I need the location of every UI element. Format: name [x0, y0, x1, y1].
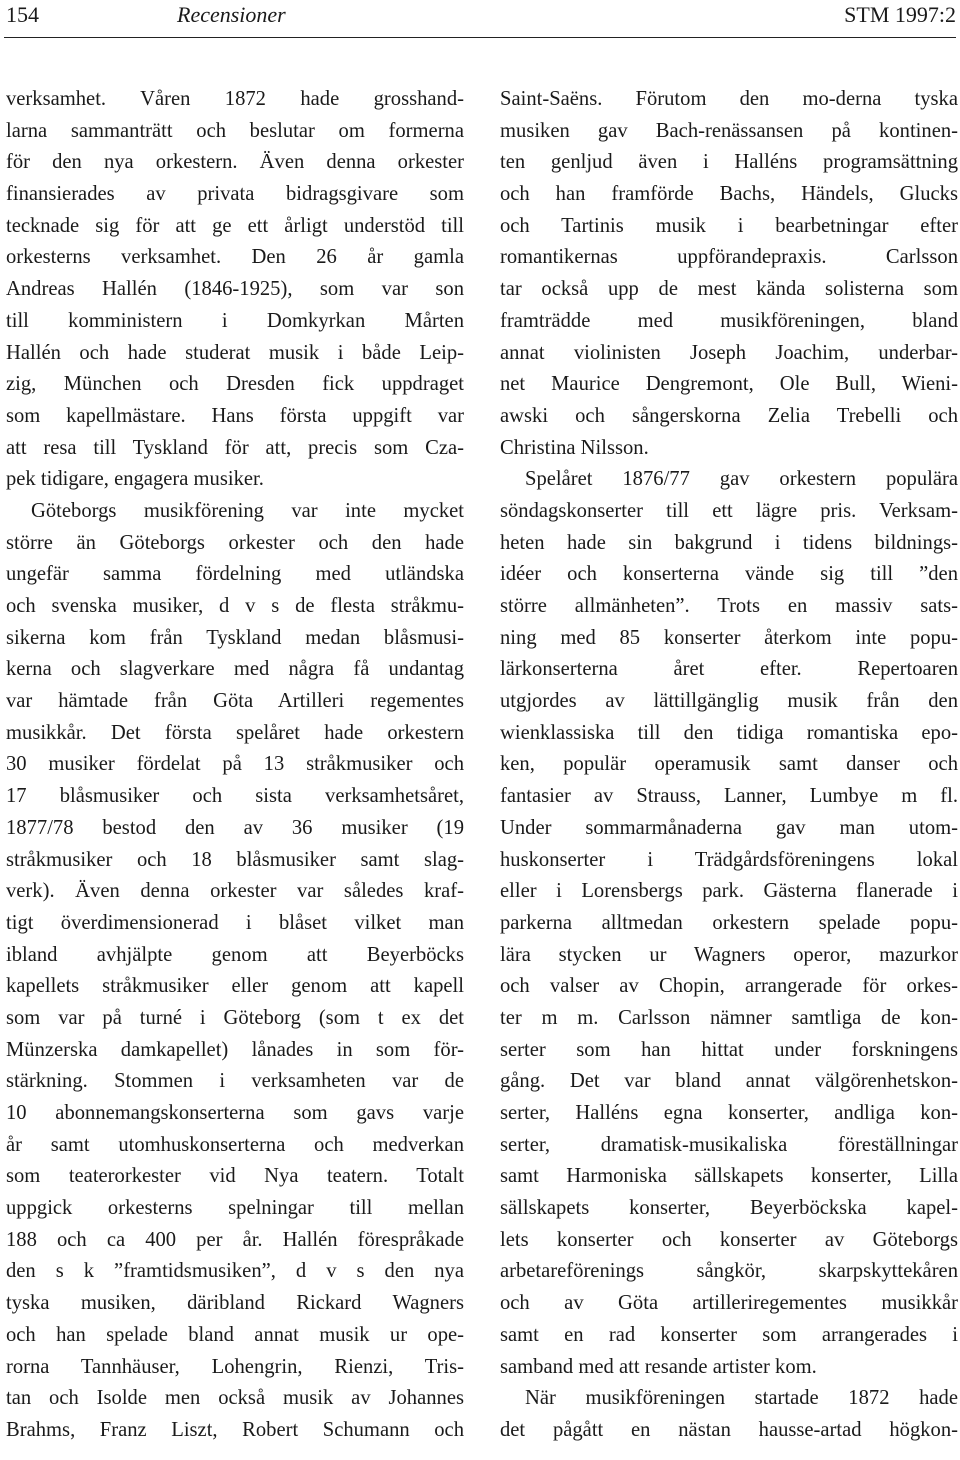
text-line: Brahms, Franz Liszt, Robert Schumann och — [6, 1418, 464, 1441]
text-line: orkesterns verksamhet. Den 26 år gamla — [6, 246, 464, 269]
text-line: arbetareförenings sångkör, skarpskyttekåren — [500, 1260, 958, 1283]
text-line: tigt överdimensionerad i blåset vilket man — [6, 911, 464, 934]
left-text-column — [6, 84, 464, 1447]
text-line: utgjordes av lättillgänglig musik från den — [500, 690, 958, 713]
text-line: 10 abonnemangskonserterna som gavs varje — [6, 1102, 464, 1124]
text-line: rorna Tannhäuser, Lohengrin, Rienzi, Tris- — [6, 1355, 464, 1378]
text-line: ibland avhjälpte genom att Beyerböcks — [6, 943, 464, 966]
text-line: När musikföreningen startade 1872 hade — [525, 1387, 958, 1410]
text-line: stärkning. Stommen i verksamheten var de — [6, 1070, 464, 1093]
text-line: söndagskonserter till ett lägre pris. Verksam- — [500, 499, 958, 522]
text-line: och han framförde Bachs, Händels, Glucks — [500, 183, 958, 206]
text-line: pek tidigare, engagera musiker. — [6, 468, 264, 491]
text-line: samt Harmoniska sällskapets konserter, Lilla — [500, 1165, 958, 1188]
text-line: Andreas Hallén (1846-1925), som var son — [6, 278, 464, 301]
text-line: Hallén och hade studerat musik i både Leip- — [6, 341, 464, 364]
text-line: kapellets stråkmusiker eller genom att kapell — [6, 975, 464, 998]
text-line: Göteborgs musikförening var inte mycket — [31, 499, 464, 522]
text-line: awski och sångerskorna Zelia Trebelli och — [500, 404, 958, 427]
text-line: eller i Lorensbergs park. Gästerna flanerade i — [500, 880, 958, 903]
text-line: huskonserter i Trädgårdsföreningens lokal — [500, 848, 958, 871]
text-line: ning med 85 konserter återkom inte popu- — [500, 626, 958, 649]
text-line: år samt utomhuskonserterna och medverkan — [6, 1133, 464, 1156]
text-line: att resa till Tyskland för att, precis som Cza- — [6, 436, 464, 459]
text-line: romantikernas uppförandepraxis. Carlsson — [500, 246, 958, 269]
text-line: musiken gav Bach-renässansen på kontinen- — [500, 119, 958, 142]
text-line: idéer och konserterna vände sig till ”den — [500, 563, 958, 586]
text-line: verksamhet. Våren 1872 hade grosshand- — [6, 88, 464, 110]
text-line: lets konserter och konserter av Göteborgs — [500, 1228, 958, 1251]
text-line: uppgick orkesterns spelningar till mellan — [6, 1197, 464, 1220]
text-line: musikkår. Det första spelåret hade orkestern — [6, 721, 464, 744]
text-line: samt en rad konserter som arrangerades i — [500, 1323, 958, 1346]
text-line: som teaterorkester vid Nya teatern. Totalt — [6, 1165, 464, 1188]
text-line: ter m m. Carlsson nämner samtliga de kon- — [500, 1006, 958, 1029]
text-line: verk). Även denna orkester var således kraf- — [6, 880, 464, 903]
text-line: den s k ”framtidsmusiken”, d v s den nya — [6, 1260, 464, 1283]
text-line: tecknade sig för att ge ett årligt understöd till — [6, 214, 464, 237]
text-line: och Tartinis musik i bearbetningar efter — [500, 214, 958, 237]
text-line: 30 musiker fördelat på 13 stråkmusiker och — [6, 753, 464, 776]
text-line: 17 blåsmusiker och sista verksamhetsåret, — [6, 785, 464, 808]
text-line: och av Göta artilleriregementes musikkår — [500, 1292, 958, 1315]
journal-issue: STM 1997:2 — [844, 2, 956, 27]
text-line: sikerna kom från Tyskland medan blåsmusi- — [6, 626, 464, 649]
text-line: gång. Det var bland annat välgörenhetskon- — [500, 1070, 958, 1093]
text-line: net Maurice Dengremont, Ole Bull, Wieni- — [500, 373, 958, 396]
text-line: annat violinisten Joseph Joachim, underbar- — [500, 341, 958, 364]
text-line: kerna och slagverkare med några få undantag — [6, 658, 464, 681]
text-line: zig, München och Dresden fick uppdraget — [6, 373, 464, 396]
text-line: lärkonserterna året efter. Repertoaren — [500, 658, 958, 681]
text-line: fantasier av Strauss, Lanner, Lumbye m fl. — [500, 785, 958, 808]
text-line: serter, Halléns egna konserter, andliga kon- — [500, 1102, 958, 1124]
text-line: för den nya orkestern. Även denna orkester — [6, 151, 464, 174]
text-line: större allmänheten”. Trots en massiv sats- — [500, 595, 958, 617]
text-line: serter, dramatisk-musikaliska föreställningar — [500, 1133, 958, 1156]
text-line: ungefär samma fördelning med utländska — [6, 563, 464, 586]
text-line: Spelåret 1876/77 gav orkestern populära — [525, 468, 958, 491]
text-line: 188 och ca 400 per år. Hallén förespråkade — [6, 1228, 464, 1251]
text-line: Christina Nilsson. — [500, 436, 649, 459]
text-line: och han spelade bland annat musik ur ope- — [6, 1323, 464, 1346]
text-line: sällskapets konserter, Beyerböckska kapel- — [500, 1197, 958, 1220]
text-line: tan och Isolde men också musik av Johannes — [6, 1387, 464, 1410]
text-line: ken, populär operamusik samt danser och — [500, 753, 958, 776]
text-line: Under sommarmånaderna gav man utom- — [500, 816, 958, 839]
text-line: och valser av Chopin, arrangerade för orkes- — [500, 975, 958, 998]
text-line: till komministern i Domkyrkan Mårten — [6, 309, 464, 332]
text-line: heten hade sin bakgrund i tidens bildnings- — [500, 531, 958, 554]
text-line: wienklassiska till den tidiga romantiska epo- — [500, 721, 958, 744]
right-text-column — [500, 84, 958, 1447]
text-line: större än Göteborgs orkester och den hade — [6, 531, 464, 554]
text-line: lära stycken ur Wagners operor, mazurkor — [500, 943, 958, 966]
text-line: larna sammanträtt och beslutar om formerna — [6, 119, 464, 142]
text-line: finansierades av privata bidragsgivare som — [6, 183, 464, 206]
text-line: tar också upp de mest kända solisterna som — [500, 278, 958, 301]
text-line: och svenska musiker, d v s de flesta stråkmu- — [6, 595, 464, 617]
running-header — [0, 0, 960, 34]
text-line: serter som han hittat under forskningens — [500, 1038, 958, 1061]
text-line: tyska musiken, däribland Rickard Wagners — [6, 1292, 464, 1315]
page-number: 154 — [6, 2, 39, 27]
text-line: framträdde med musikföreningen, bland — [500, 309, 958, 332]
text-line: som var på turné i Göteborg (som t ex det — [6, 1006, 464, 1029]
text-line: Saint-Saëns. Förutom den mo-derna tyska — [500, 88, 958, 110]
text-line: det pågått en nästan hausse-artad högkon- — [500, 1418, 958, 1441]
section-title: Recensioner — [177, 2, 286, 27]
text-line: som kapellmästare. Hans första uppgift var — [6, 404, 464, 427]
header-rule — [4, 37, 956, 38]
text-line: samband med att resande artister kom. — [500, 1355, 817, 1378]
text-line: parkerna alltmedan orkestern spelade popu- — [500, 911, 958, 934]
text-line: Münzerska damkapellet) lånades in som för- — [6, 1038, 464, 1061]
text-line: ten genljud även i Halléns programsättning — [500, 151, 958, 174]
text-line: var hämtade från Göta Artilleri regementes — [6, 690, 464, 713]
text-line: 1877/78 bestod den av 36 musiker (19 — [6, 816, 464, 839]
text-line: stråkmusiker och 18 blåsmusiker samt slag- — [6, 848, 464, 871]
